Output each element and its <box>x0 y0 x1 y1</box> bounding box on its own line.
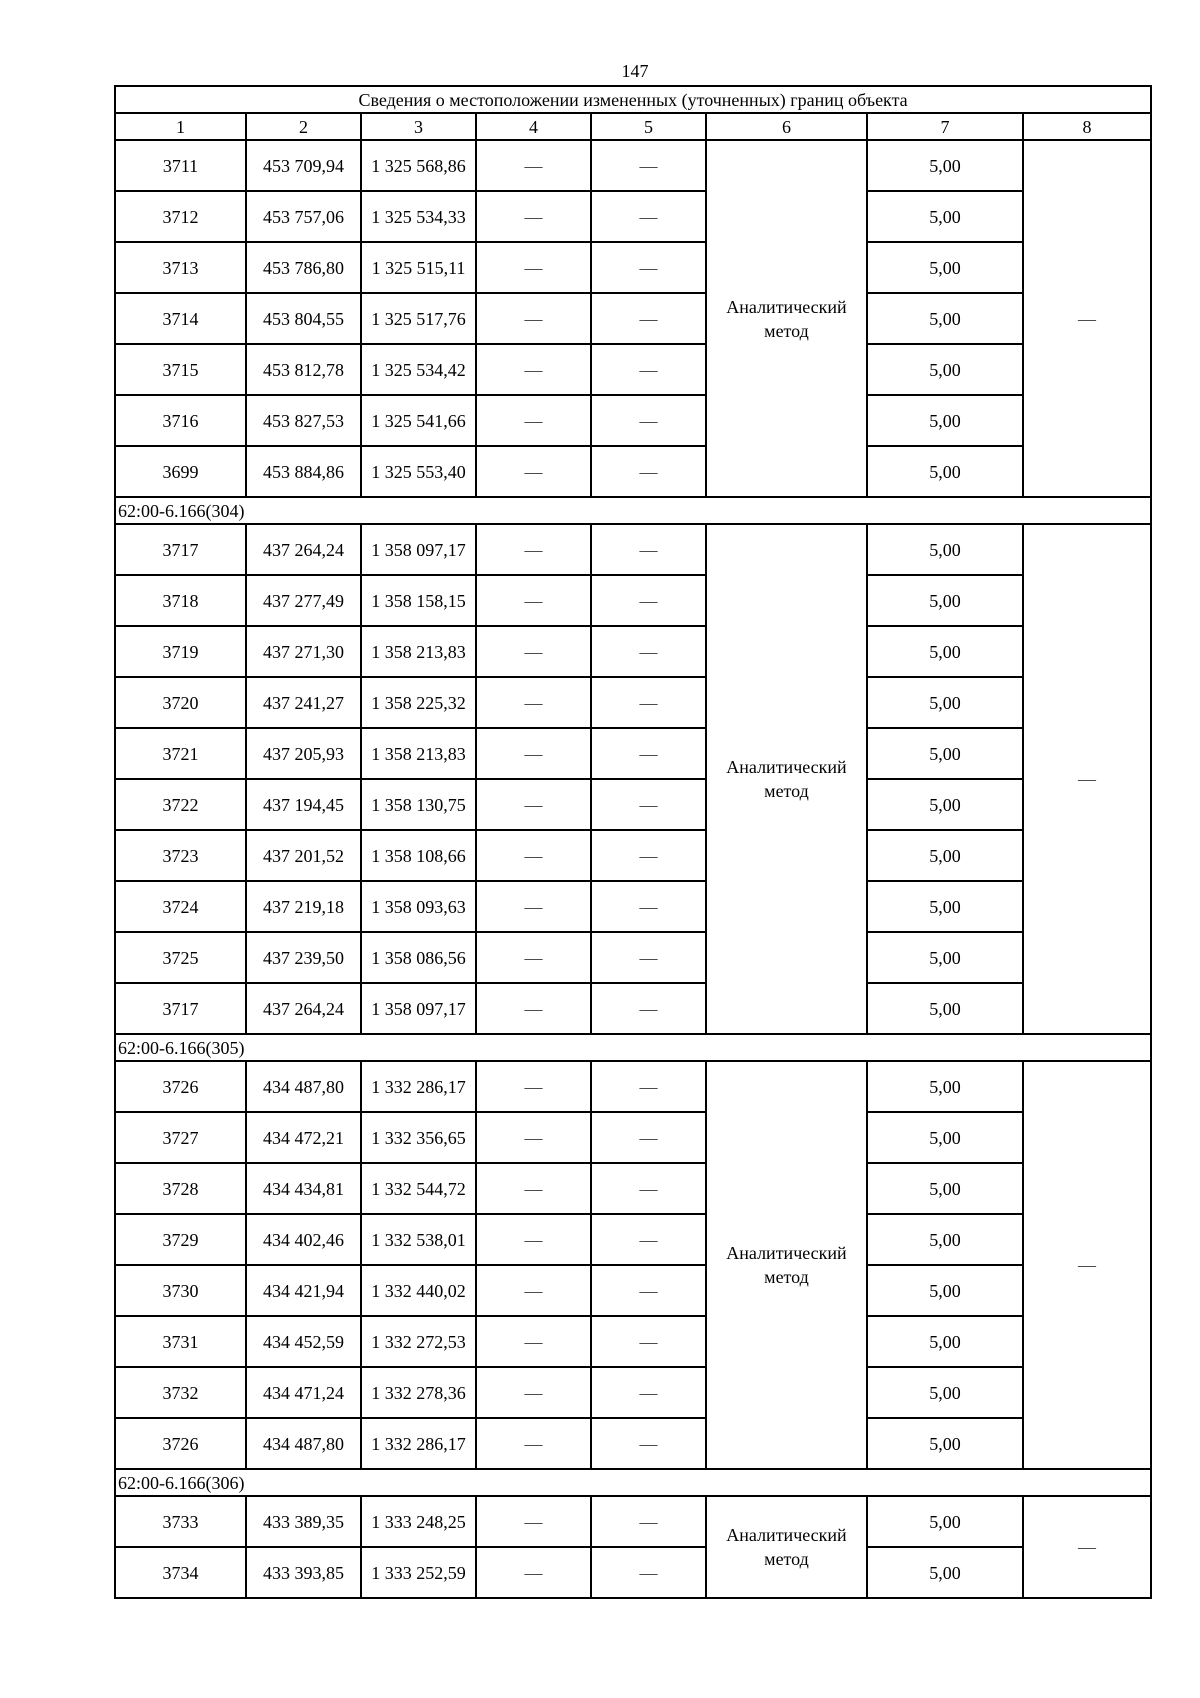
coord-y-cell: 1 358 097,17 <box>361 983 476 1034</box>
column-number-3: 3 <box>361 113 476 140</box>
col5-dash-cell: — <box>591 1163 706 1214</box>
col4-dash-cell: — <box>476 140 591 191</box>
column-number-row <box>115 113 1151 140</box>
col4-dash-cell: — <box>476 779 591 830</box>
col5-dash-cell: — <box>591 446 706 497</box>
method-text-line1: Аналитический <box>726 1525 847 1545</box>
coord-x-cell: 434 472,21 <box>246 1112 361 1163</box>
accuracy-cell: 5,00 <box>867 140 1023 191</box>
table-row <box>115 191 1151 242</box>
accuracy-cell: 5,00 <box>867 1265 1023 1316</box>
coord-x-cell: 437 205,93 <box>246 728 361 779</box>
table-row <box>115 1163 1151 1214</box>
table-row <box>115 983 1151 1034</box>
col4-dash-cell: — <box>476 881 591 932</box>
table-row <box>115 1418 1151 1469</box>
boundary-table-container <box>114 85 1150 1599</box>
accuracy-cell: 5,00 <box>867 1214 1023 1265</box>
col5-dash-cell: — <box>591 677 706 728</box>
accuracy-cell: 5,00 <box>867 1061 1023 1112</box>
col5-dash-cell: — <box>591 524 706 575</box>
col4-dash-cell: — <box>476 1547 591 1598</box>
table-row <box>115 1112 1151 1163</box>
col5-dash-cell: — <box>591 1547 706 1598</box>
accuracy-cell: 5,00 <box>867 728 1023 779</box>
coord-y-cell: 1 358 093,63 <box>361 881 476 932</box>
point-number-cell: 3711 <box>115 140 246 191</box>
col8-dash-cell: — <box>1023 140 1151 497</box>
table-row <box>115 1265 1151 1316</box>
coord-x-cell: 437 277,49 <box>246 575 361 626</box>
table-row <box>115 575 1151 626</box>
column-number-7: 7 <box>867 113 1023 140</box>
point-number-cell: 3733 <box>115 1496 246 1547</box>
method-cell <box>706 140 867 497</box>
column-number-4: 4 <box>476 113 591 140</box>
col4-dash-cell: — <box>476 1112 591 1163</box>
col8-dash-cell: — <box>1023 524 1151 1034</box>
coord-y-cell: 1 358 213,83 <box>361 626 476 677</box>
col5-dash-cell: — <box>591 1214 706 1265</box>
col4-dash-cell: — <box>476 626 591 677</box>
col4-dash-cell: — <box>476 191 591 242</box>
point-number-cell: 3699 <box>115 446 246 497</box>
coord-y-cell: 1 325 534,42 <box>361 344 476 395</box>
col5-dash-cell: — <box>591 293 706 344</box>
accuracy-cell: 5,00 <box>867 575 1023 626</box>
point-number-cell: 3718 <box>115 575 246 626</box>
coord-x-cell: 433 389,35 <box>246 1496 361 1547</box>
col5-dash-cell: — <box>591 1418 706 1469</box>
method-text-line1: Аналитический <box>726 1243 847 1263</box>
point-number-cell: 3726 <box>115 1061 246 1112</box>
table-row <box>115 1367 1151 1418</box>
col5-dash-cell: — <box>591 1112 706 1163</box>
accuracy-cell: 5,00 <box>867 524 1023 575</box>
coord-y-cell: 1 358 225,32 <box>361 677 476 728</box>
point-number-cell: 3727 <box>115 1112 246 1163</box>
col5-dash-cell: — <box>591 626 706 677</box>
col5-dash-cell: — <box>591 881 706 932</box>
coord-x-cell: 453 827,53 <box>246 395 361 446</box>
coord-y-cell: 1 332 538,01 <box>361 1214 476 1265</box>
table-row <box>115 1547 1151 1598</box>
accuracy-cell: 5,00 <box>867 830 1023 881</box>
table-row <box>115 626 1151 677</box>
coord-y-cell: 1 325 517,76 <box>361 293 476 344</box>
table-row <box>115 830 1151 881</box>
accuracy-cell: 5,00 <box>867 1316 1023 1367</box>
col5-dash-cell: — <box>591 344 706 395</box>
accuracy-cell: 5,00 <box>867 677 1023 728</box>
coord-x-cell: 453 812,78 <box>246 344 361 395</box>
coord-y-cell: 1 332 356,65 <box>361 1112 476 1163</box>
section-label-row <box>115 497 1151 524</box>
coord-x-cell: 437 201,52 <box>246 830 361 881</box>
col4-dash-cell: — <box>476 677 591 728</box>
table-row <box>115 524 1151 575</box>
coord-y-cell: 1 325 515,11 <box>361 242 476 293</box>
accuracy-cell: 5,00 <box>867 344 1023 395</box>
col4-dash-cell: — <box>476 446 591 497</box>
table-row <box>115 1061 1151 1112</box>
table-row <box>115 293 1151 344</box>
col4-dash-cell: — <box>476 932 591 983</box>
point-number-cell: 3724 <box>115 881 246 932</box>
table-row <box>115 1214 1151 1265</box>
table-row <box>115 932 1151 983</box>
point-number-cell: 3720 <box>115 677 246 728</box>
coord-x-cell: 453 757,06 <box>246 191 361 242</box>
table-row <box>115 728 1151 779</box>
accuracy-cell: 5,00 <box>867 779 1023 830</box>
col4-dash-cell: — <box>476 1367 591 1418</box>
point-number-cell: 3732 <box>115 1367 246 1418</box>
table-row <box>115 1316 1151 1367</box>
col5-dash-cell: — <box>591 1265 706 1316</box>
accuracy-cell: 5,00 <box>867 626 1023 677</box>
table-row <box>115 446 1151 497</box>
coord-x-cell: 434 434,81 <box>246 1163 361 1214</box>
coord-x-cell: 437 194,45 <box>246 779 361 830</box>
col4-dash-cell: — <box>476 242 591 293</box>
point-number-cell: 3729 <box>115 1214 246 1265</box>
col5-dash-cell: — <box>591 1316 706 1367</box>
col4-dash-cell: — <box>476 1316 591 1367</box>
col5-dash-cell: — <box>591 191 706 242</box>
col5-dash-cell: — <box>591 395 706 446</box>
coord-y-cell: 1 332 278,36 <box>361 1367 476 1418</box>
coord-y-cell: 1 358 213,83 <box>361 728 476 779</box>
coord-x-cell: 437 239,50 <box>246 932 361 983</box>
accuracy-cell: 5,00 <box>867 293 1023 344</box>
col4-dash-cell: — <box>476 728 591 779</box>
coord-y-cell: 1 333 252,59 <box>361 1547 476 1598</box>
table-body <box>115 140 1151 1598</box>
table-row <box>115 344 1151 395</box>
coord-y-cell: 1 332 440,02 <box>361 1265 476 1316</box>
table-row <box>115 779 1151 830</box>
col4-dash-cell: — <box>476 830 591 881</box>
coord-x-cell: 434 452,59 <box>246 1316 361 1367</box>
table-row <box>115 881 1151 932</box>
accuracy-cell: 5,00 <box>867 1418 1023 1469</box>
accuracy-cell: 5,00 <box>867 446 1023 497</box>
section-label-row <box>115 1469 1151 1496</box>
coord-x-cell: 434 471,24 <box>246 1367 361 1418</box>
coord-y-cell: 1 332 272,53 <box>361 1316 476 1367</box>
accuracy-cell: 5,00 <box>867 1367 1023 1418</box>
col4-dash-cell: — <box>476 983 591 1034</box>
accuracy-cell: 5,00 <box>867 191 1023 242</box>
point-number-cell: 3723 <box>115 830 246 881</box>
coord-y-cell: 1 325 568,86 <box>361 140 476 191</box>
coord-x-cell: 453 709,94 <box>246 140 361 191</box>
col5-dash-cell: — <box>591 779 706 830</box>
col4-dash-cell: — <box>476 1418 591 1469</box>
accuracy-cell: 5,00 <box>867 1547 1023 1598</box>
col5-dash-cell: — <box>591 983 706 1034</box>
column-number-1: 1 <box>115 113 246 140</box>
point-number-cell: 3722 <box>115 779 246 830</box>
point-number-cell: 3715 <box>115 344 246 395</box>
col4-dash-cell: — <box>476 1061 591 1112</box>
coord-y-cell: 1 332 544,72 <box>361 1163 476 1214</box>
col4-dash-cell: — <box>476 575 591 626</box>
col5-dash-cell: — <box>591 932 706 983</box>
coord-x-cell: 434 487,80 <box>246 1061 361 1112</box>
method-text-line2: метод <box>764 1267 809 1287</box>
accuracy-cell: 5,00 <box>867 242 1023 293</box>
column-number-2: 2 <box>246 113 361 140</box>
col5-dash-cell: — <box>591 1496 706 1547</box>
coord-x-cell: 437 264,24 <box>246 983 361 1034</box>
accuracy-cell: 5,00 <box>867 395 1023 446</box>
coord-x-cell: 437 264,24 <box>246 524 361 575</box>
coord-x-cell: 434 402,46 <box>246 1214 361 1265</box>
point-number-cell: 3734 <box>115 1547 246 1598</box>
column-number-8: 8 <box>1023 113 1151 140</box>
col5-dash-cell: — <box>591 575 706 626</box>
table-row <box>115 242 1151 293</box>
point-number-cell: 3717 <box>115 983 246 1034</box>
col8-dash-cell: — <box>1023 1061 1151 1469</box>
section-label: 62:00-6.166(306) <box>115 1469 1151 1496</box>
page-number: 147 <box>621 61 649 81</box>
accuracy-cell: 5,00 <box>867 1112 1023 1163</box>
col5-dash-cell: — <box>591 1367 706 1418</box>
col8-dash-cell: — <box>1023 1496 1151 1598</box>
table-title: Сведения о местоположении измененных (уточненных) границ объекта <box>115 86 1151 113</box>
table-row <box>115 395 1151 446</box>
method-text-line2: метод <box>764 320 809 341</box>
col4-dash-cell: — <box>476 1496 591 1547</box>
col4-dash-cell: — <box>476 293 591 344</box>
column-number-6: 6 <box>706 113 867 140</box>
coord-x-cell: 453 786,80 <box>246 242 361 293</box>
accuracy-cell: 5,00 <box>867 983 1023 1034</box>
section-label: 62:00-6.166(304) <box>115 497 1151 524</box>
method-text-line1: Аналитический <box>726 296 847 317</box>
method-text-line2: метод <box>764 781 809 801</box>
table-row <box>115 677 1151 728</box>
accuracy-cell: 5,00 <box>867 1496 1023 1547</box>
coord-y-cell: 1 333 248,25 <box>361 1496 476 1547</box>
point-number-cell: 3728 <box>115 1163 246 1214</box>
point-number-cell: 3714 <box>115 293 246 344</box>
coord-x-cell: 434 487,80 <box>246 1418 361 1469</box>
point-number-cell: 3725 <box>115 932 246 983</box>
coord-y-cell: 1 332 286,17 <box>361 1418 476 1469</box>
coord-y-cell: 1 325 534,33 <box>361 191 476 242</box>
point-number-cell: 3721 <box>115 728 246 779</box>
col5-dash-cell: — <box>591 728 706 779</box>
col4-dash-cell: — <box>476 344 591 395</box>
boundary-coordinates-table <box>114 85 1152 1599</box>
coord-y-cell: 1 325 553,40 <box>361 446 476 497</box>
coord-x-cell: 453 884,86 <box>246 446 361 497</box>
col5-dash-cell: — <box>591 1061 706 1112</box>
coord-x-cell: 434 421,94 <box>246 1265 361 1316</box>
col4-dash-cell: — <box>476 1265 591 1316</box>
point-number-cell: 3713 <box>115 242 246 293</box>
accuracy-cell: 5,00 <box>867 881 1023 932</box>
col5-dash-cell: — <box>591 140 706 191</box>
section-label-row <box>115 1034 1151 1061</box>
point-number-cell: 3716 <box>115 395 246 446</box>
coord-y-cell: 1 358 130,75 <box>361 779 476 830</box>
col4-dash-cell: — <box>476 1214 591 1265</box>
point-number-cell: 3717 <box>115 524 246 575</box>
point-number-cell: 3719 <box>115 626 246 677</box>
point-number-cell: 3726 <box>115 1418 246 1469</box>
coord-y-cell: 1 358 097,17 <box>361 524 476 575</box>
coord-x-cell: 453 804,55 <box>246 293 361 344</box>
method-text-line2: метод <box>764 1549 809 1569</box>
table-row <box>115 140 1151 191</box>
coord-x-cell: 437 271,30 <box>246 626 361 677</box>
method-cell <box>706 524 867 1034</box>
accuracy-cell: 5,00 <box>867 932 1023 983</box>
point-number-cell: 3730 <box>115 1265 246 1316</box>
coord-y-cell: 1 325 541,66 <box>361 395 476 446</box>
coord-y-cell: 1 358 108,66 <box>361 830 476 881</box>
coord-y-cell: 1 358 158,15 <box>361 575 476 626</box>
col5-dash-cell: — <box>591 830 706 881</box>
coord-x-cell: 437 219,18 <box>246 881 361 932</box>
coord-y-cell: 1 358 086,56 <box>361 932 476 983</box>
col4-dash-cell: — <box>476 395 591 446</box>
point-number-cell: 3731 <box>115 1316 246 1367</box>
method-cell <box>706 1496 867 1598</box>
col5-dash-cell: — <box>591 242 706 293</box>
section-label: 62:00-6.166(305) <box>115 1034 1151 1061</box>
accuracy-cell: 5,00 <box>867 1163 1023 1214</box>
col4-dash-cell: — <box>476 1163 591 1214</box>
column-number-5: 5 <box>591 113 706 140</box>
coord-x-cell: 437 241,27 <box>246 677 361 728</box>
method-text-line1: Аналитический <box>726 757 847 777</box>
point-number-cell: 3712 <box>115 191 246 242</box>
table-row <box>115 1496 1151 1547</box>
coord-x-cell: 433 393,85 <box>246 1547 361 1598</box>
method-cell <box>706 1061 867 1469</box>
coord-y-cell: 1 332 286,17 <box>361 1061 476 1112</box>
col4-dash-cell: — <box>476 524 591 575</box>
